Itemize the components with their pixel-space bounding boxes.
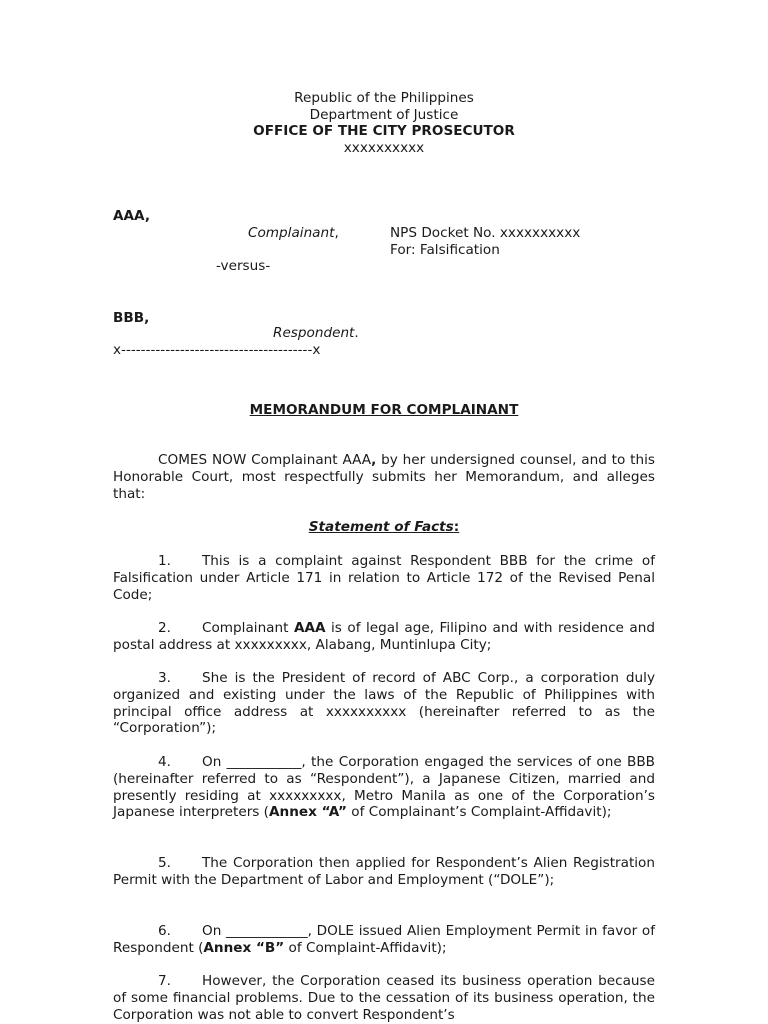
respondent-name: BBB, <box>113 310 150 326</box>
statement-of-facts-heading <box>0 519 768 536</box>
paragraph-3 <box>113 670 655 737</box>
statement-of-facts-colon: : <box>453 519 460 535</box>
paragraph-text: However, the Corporation ceased its business operation because of some financial problems. Due to the cessation of its business operation, the Corporation was not able to convert Respondent’s <box>113 973 655 1023</box>
paragraph-text-1: On ____________, DOLE issued Alien Employment Permit in favor of Respondent ( <box>113 923 655 956</box>
paragraph-1 <box>113 553 655 603</box>
complainant-label-line <box>248 225 339 242</box>
header-office: OFFICE OF THE CITY PROSECUTOR <box>253 123 515 139</box>
paragraph-number: 6. <box>158 923 171 939</box>
paragraph-text: She is the President of record of ABC Corp., a corporation duly organized and existing under the laws of the Republic of Philippines with principal office address at xxxxxxxxxx (hereinafter referred to as the “Corporation”); <box>113 670 655 737</box>
paragraph-text-2: of Complainant’s Complaint-Affidavit); <box>346 804 612 821</box>
paragraph-number: 5. <box>158 855 171 871</box>
intro-text-1: COMES NOW Complainant AAA <box>158 452 372 468</box>
complainant-name: AAA, <box>113 208 150 224</box>
respondent-period: . <box>354 325 359 341</box>
respondent-label-line <box>273 325 359 342</box>
complainant-label: Complainant <box>248 225 335 241</box>
paragraph-2 <box>113 620 655 654</box>
paragraph-number: 4. <box>158 754 171 770</box>
caption-divider: x---------------------------------------x <box>113 342 321 358</box>
header-republic: Republic of the Philippines <box>294 90 474 106</box>
paragraph-number: 1. <box>158 553 171 569</box>
intro-paragraph <box>113 452 655 502</box>
paragraph-number: 7. <box>158 973 171 989</box>
memorandum-title: MEMORANDUM FOR COMPLAINANT <box>249 402 519 418</box>
charge: For: Falsification <box>390 242 500 258</box>
paragraph-4 <box>113 754 655 821</box>
header-city: xxxxxxxxxx <box>343 140 425 156</box>
paragraph-number: 3. <box>158 670 171 686</box>
paragraph-6 <box>113 923 655 957</box>
paragraph-text: This is a complaint against Respondent BBB for the crime of Falsification under Article 171 in relation to Article 172 of the Revised Penal Code; <box>113 553 655 603</box>
intro-bold-comma: , <box>371 452 377 468</box>
complainant-comma: , <box>334 225 339 241</box>
header-department: Department of Justice <box>309 107 459 123</box>
paragraph-text-2: is of legal age, Filipino and with residence and postal address at xxxxxxxxx, Alabang, Muntinlupa City; <box>113 620 655 653</box>
paragraph-bold-name: AAA <box>293 620 326 636</box>
versus: -versus- <box>216 258 271 274</box>
statement-of-facts-label: Statement of Facts <box>308 519 454 535</box>
paragraph-5 <box>113 855 655 889</box>
paragraph-text-1: On ___________, the Corporation engaged the services of one BBB (hereinafter referred to as “Respondent”), a Japanese Citizen, married and presently residing at xxxxxxxxx, Metro Manila as one of the Corporation’s Japanese interpreters ( <box>113 754 655 821</box>
paragraph-text: The Corporation then applied for Respondent’s Alien Registration Permit with the Department of Labor and Employment (“DOLE”); <box>113 855 655 888</box>
paragraph-text-2: of Complaint-Affidavit); <box>284 939 447 956</box>
paragraph-number: 2. <box>158 620 171 636</box>
paragraph-text-1: Complainant <box>202 620 294 636</box>
intro-text-2: by her undersigned counsel, and to this Honorable Court, most respectfully submits her Memorandum, and alleges that: <box>113 452 655 502</box>
docket-number: NPS Docket No. xxxxxxxxxx <box>390 225 581 241</box>
paragraph-7 <box>113 973 655 1023</box>
annex-a-reference: Annex “A” <box>269 804 347 821</box>
respondent-label: Respondent <box>273 325 355 341</box>
annex-b-reference: Annex “B” <box>203 939 285 956</box>
